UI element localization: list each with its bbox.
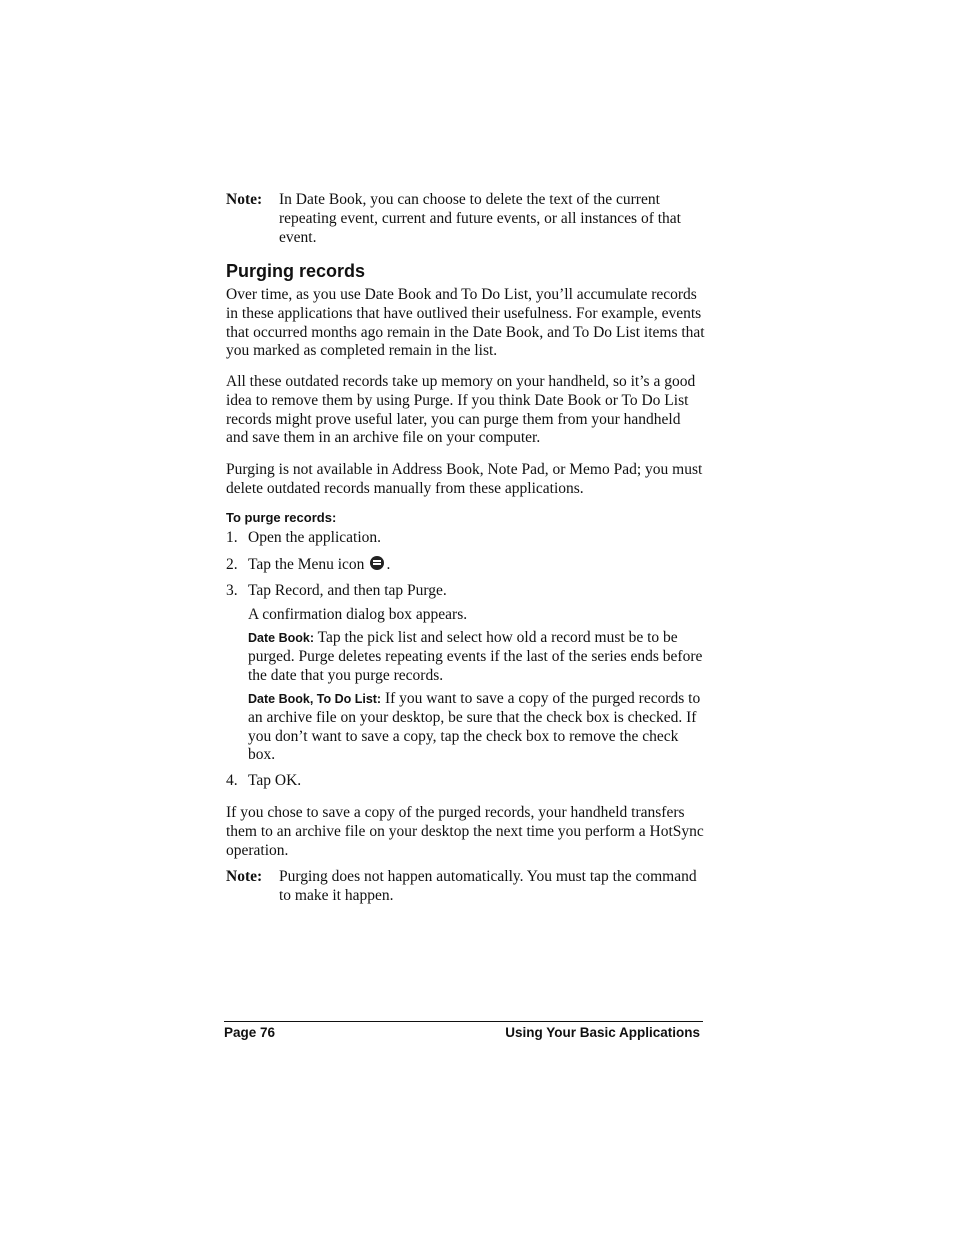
date-book-instruction: [248, 629, 704, 685]
step-number: 1.: [226, 529, 238, 546]
date-book-todo-label: Date Book, To Do List:: [248, 692, 382, 706]
step-number: 4.: [226, 772, 238, 789]
closing-paragraph: If you chose to save a copy of the purged records, your handheld transfers them to an archive file on your desktop the next time you perform a HotSync operation.: [226, 804, 704, 859]
procedure-title: To purge records:: [226, 510, 337, 525]
note-text: Purging does not happen automatically. You must tap the command to make it happen.: [279, 868, 697, 904]
note-text: In Date Book, you can choose to delete the text of the current repeating event, current and future events, or all instances of that event.: [279, 191, 681, 246]
memory-paragraph: All these outdated records take up memory on your handheld, so it’s a good idea to remove them by using Purge. If you think Date Book or To Do List records might prove useful later, you can purge them from your handheld and save them in an archive file on your computer.: [226, 373, 696, 447]
step-3-result: A confirmation dialog box appears.: [248, 606, 468, 623]
step-text-wrapper: [248, 556, 704, 575]
date-book-todo-text: If you want to save a copy of the purged records to an archive file on your desktop, be sure that the check box is checked. If you don’t want to save a copy, tap the check box to remove the check box.: [248, 690, 701, 764]
page-number: Page 76: [224, 1025, 276, 1040]
chapter-title: Using Your Basic Applications: [505, 1025, 700, 1040]
step-text: Tap Record, and then tap Purge.: [248, 582, 447, 599]
intro-paragraph: Over time, as you use Date Book and To Do List, you’ll accumulate records in these applications that have outlived their usefulness. For example, events that occurred months ago remain in the Date Book, and To Do List items that you marked as completed remain in the list.: [226, 286, 705, 360]
availability-paragraph: Purging is not available in Address Book, Note Pad, or Memo Pad; you must delete outdated records manually from these applications.: [226, 461, 703, 497]
step-text: Tap OK.: [248, 772, 302, 789]
step-text: Open the application.: [248, 529, 381, 546]
step-2: [226, 556, 704, 575]
note-top: [226, 191, 704, 247]
footer-divider: [224, 1021, 703, 1022]
menu-icon: [370, 556, 384, 570]
step-text: Tap the Menu icon: [248, 556, 365, 573]
section-heading: Purging records: [226, 261, 366, 281]
date-book-label: Date Book:: [248, 631, 314, 645]
step-1: [226, 529, 704, 548]
date-book-text: Tap the pick list and select how old a record must be to be purged. Purge deletes repeating events if the last of the series ends before the date that you purge records.: [248, 629, 703, 684]
date-book-todo-instruction: [248, 690, 704, 765]
step-suffix: .: [386, 556, 391, 573]
note-label: Note:: [226, 191, 263, 208]
step-3: [226, 582, 704, 601]
step-number: 3.: [226, 582, 238, 599]
note-bottom: [226, 868, 704, 906]
step-4: [226, 772, 704, 791]
step-number: 2.: [226, 556, 238, 573]
note-label: Note:: [226, 868, 263, 885]
